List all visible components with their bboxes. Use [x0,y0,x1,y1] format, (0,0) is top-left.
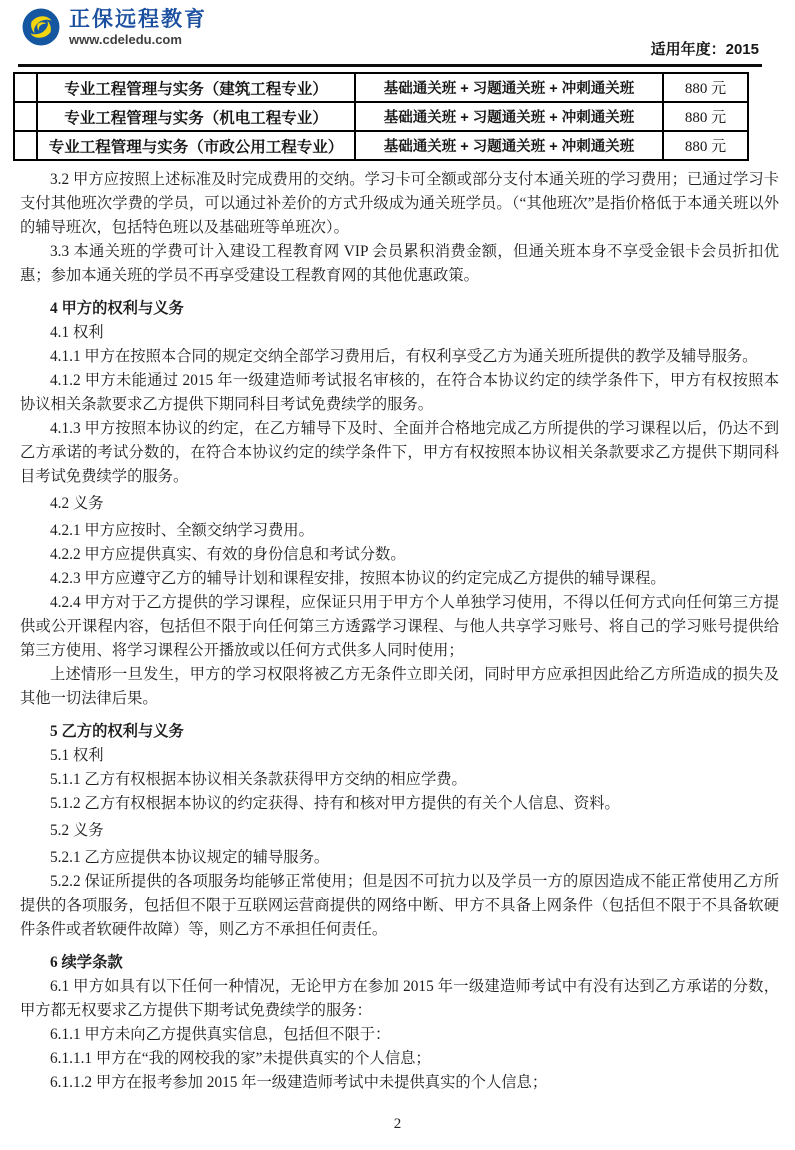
table-empty-cell [14,73,37,102]
para-4-2-2: 4.2.2 甲方应提供真实、有效的身份信息和考试分数。 [50,546,406,563]
table-empty-cell [14,102,37,131]
page-header [0,0,795,68]
brand-block [22,8,207,46]
classes-cell: 基础通关班 + 习题通关班 + 冲刺通关班 [355,102,663,131]
para-5-2: 5.2 义务 [50,822,104,839]
brand-text [69,9,207,46]
heading-6: 6 续学条款 [50,954,123,971]
applicable-year-label: 适用年度：2015 [650,41,759,58]
para-consequence: 上述情形一旦发生，甲方的学习权限将被乙方无条件立即关闭，同时甲方应承担因此给乙方所造成的损失及其他一切法律后果。 [20,666,779,707]
para-6-1: 6.1 甲方如具有以下任何一种情况，无论甲方在参加 2015 年一级建造师考试中有没有达到乙方承诺的分数，甲方都无权要求乙方提供下期考试免费续学的服务： [20,978,779,1019]
para-5-1: 5.1 权利 [50,747,104,764]
para-4-1-1: 4.1.1 甲方在按照本合同的规定交纳全部学习费用后，有权利享受乙方为通关班所提供的教学及辅导服务。 [50,348,758,365]
para-6-1-1-1: 6.1.1.1 甲方在“我的网校我的家”未提供真实的个人信息； [50,1050,431,1067]
para-4-2-3: 4.2.3 甲方应遵守乙方的辅导计划和课程安排，按照本协议的约定完成乙方提供的辅导课程。 [50,570,666,587]
brand-name: 正保远程教育 [69,7,207,31]
para-6-1-1: 6.1.1 甲方未向乙方提供真实信息，包括但不限于： [50,1026,391,1043]
brand-logo-icon [22,8,60,46]
para-4-2-1: 4.2.1 甲方应按时、全额交纳学习费用。 [50,522,314,539]
table-row [14,131,748,160]
course-pricing-table [13,72,749,161]
heading-4: 4 甲方的权利与义务 [50,300,184,317]
table-empty-cell [14,131,37,160]
heading-5: 5 乙方的权利与义务 [50,723,184,740]
para-4-1-2: 4.1.2 甲方未能通过 2015 年一级建造师考试报名审核的，在符合本协议约定的续学条件下，甲方有权按照本协议相关条款要求乙方提供下期同科目考试免费续学的服务。 [20,372,779,413]
para-3-3: 3.3 本通关班的学费可计入建设工程教育网 VIP 会员累积消费金额，但通关班本身不享受金银卡会员折扣优惠；参加本通关班的学员不再享受建设工程教育网的其他优惠政策。 [20,243,779,284]
table-row [14,102,748,131]
para-5-2-1: 5.2.1 乙方应提供本协议规定的辅导服务。 [50,849,330,866]
subject-cell: 专业工程管理与实务（市政公用工程专业） [37,131,355,160]
para-6-1-1-2: 6.1.1.2 甲方在报考参加 2015 年一级建造师考试中未提供真实的个人信息； [50,1074,548,1091]
para-3-2: 3.2 甲方应按照上述标准及时完成费用的交纳。学习卡可全额或部分支付本通关班的学习费用；已通过学习卡支付其他班次学费的学员，可以通过补差价的方式升级成为通关班学员。（“其他班次”是指价格低于本通关班以外的辅导班次，包括特色班以及基础班等单班次）。 [20,171,779,236]
para-4-2-4: 4.2.4 甲方对于乙方提供的学习课程，应保证只用于甲方个人单独学习使用，不得以任何方式向任何第三方提供或公开课程内容，包括但不限于向任何第三方透露学习课程、与他人共享学习账号、将自己的学习账号提供给第三方使用、将学习课程公开播放或以任何方式供多人同时使用； [20,594,779,659]
para-4-1: 4.1 权利 [50,324,104,341]
subject-cell: 专业工程管理与实务（机电工程专业） [37,102,355,131]
brand-url: www.cdeledu.com [69,31,182,47]
header-divider [18,64,762,67]
classes-cell: 基础通关班 + 习题通关班 + 冲刺通关班 [355,131,663,160]
classes-cell: 基础通关班 + 习题通关班 + 冲刺通关班 [355,73,663,102]
para-4-1-3: 4.1.3 甲方按照本协议的约定，在乙方辅导下及时、全面并合格地完成乙方所提供的学习课程以后，仍达不到乙方承诺的考试分数的，在符合本协议约定的续学条件下，甲方有权按照本协议相关条款要求乙方提供下期同科目考试免费续学的服务。 [20,420,779,485]
price-cell: 880 元 [663,102,748,131]
para-5-2-2: 5.2.2 保证所提供的各项服务均能够正常使用；但是因不可抗力以及学员一方的原因造成不能正常使用乙方所提供的各项服务，包括但不限于互联网运营商提供的网络中断、甲方不具备上网条件（包括但不限于不具备软硬件条件或者软硬件故障）等，则乙方不承担任何责任。 [20,873,779,938]
table-row [14,73,748,102]
price-cell: 880 元 [663,131,748,160]
price-cell: 880 元 [663,73,748,102]
para-5-1-1: 5.1.1 乙方有权根据本协议相关条款获得甲方交纳的相应学费。 [50,771,467,788]
page-number: 2 [393,1116,402,1132]
para-5-1-2: 5.1.2 乙方有权根据本协议的约定获得、持有和核对甲方提供的有关个人信息、资料。 [50,795,620,812]
para-4-2: 4.2 义务 [50,495,104,512]
contract-body [0,161,795,1095]
subject-cell: 专业工程管理与实务（建筑工程专业） [37,73,355,102]
